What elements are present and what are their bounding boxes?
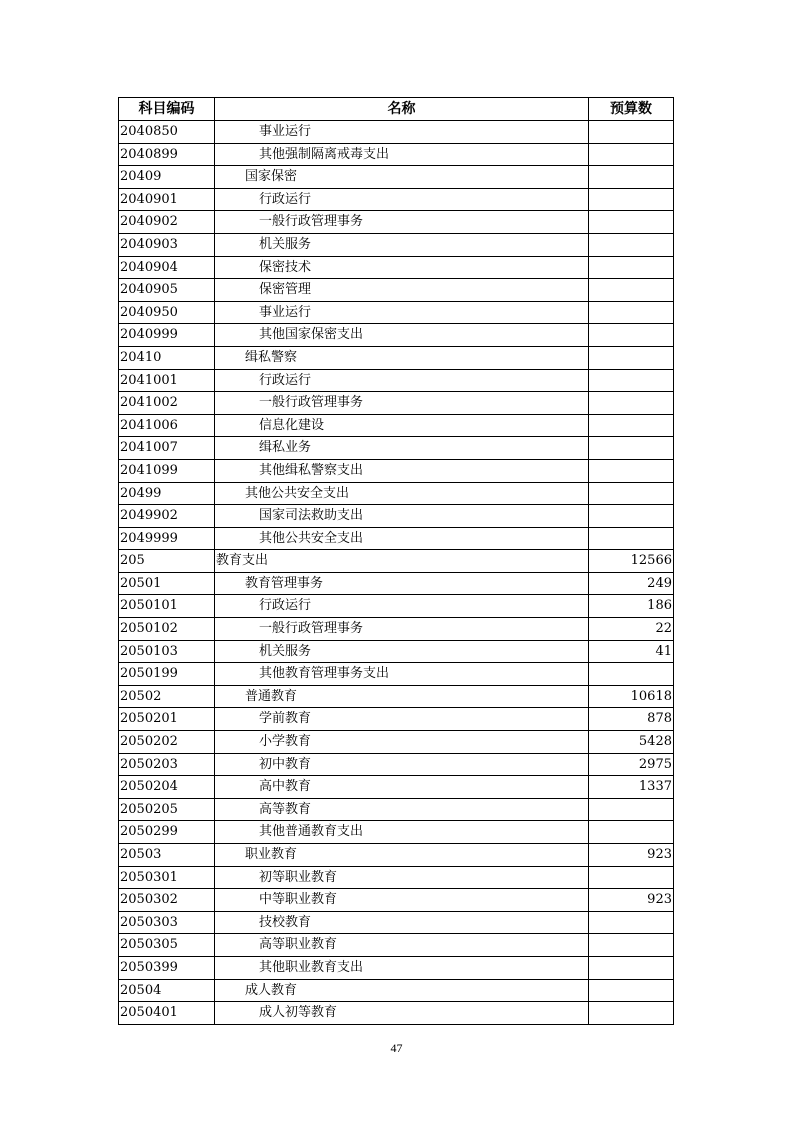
budget-amount-cell: [589, 956, 674, 979]
subject-code-cell: 2040903: [119, 233, 215, 256]
budget-amount-cell: [589, 979, 674, 1002]
subject-code-cell: 2050399: [119, 956, 215, 979]
table-row: [119, 618, 674, 641]
table-row: [119, 188, 674, 211]
subject-name-cell: 保密管理: [215, 279, 589, 302]
subject-name-cell: 其他国家保密支出: [215, 324, 589, 347]
table-row: [119, 911, 674, 934]
budget-amount-cell: [589, 505, 674, 528]
subject-code-cell: 2040904: [119, 256, 215, 279]
subject-name-cell: 事业运行: [215, 121, 589, 144]
subject-code-cell: 2050203: [119, 753, 215, 776]
subject-name-cell: 初等职业教育: [215, 866, 589, 889]
subject-name-cell: 成人初等教育: [215, 1002, 589, 1025]
table-row: [119, 753, 674, 776]
budget-amount-cell: [589, 166, 674, 189]
table-row: [119, 369, 674, 392]
subject-code-cell: 2041006: [119, 414, 215, 437]
budget-amount-cell: 1337: [589, 776, 674, 799]
table-body: [119, 121, 674, 1025]
subject-name-cell: 高中教育: [215, 776, 589, 799]
table-row: [119, 663, 674, 686]
budget-amount-cell: [589, 301, 674, 324]
subject-code-cell: 2050204: [119, 776, 215, 799]
table-row: [119, 166, 674, 189]
budget-amount-cell: [589, 143, 674, 166]
budget-amount-cell: [589, 369, 674, 392]
table-row: [119, 572, 674, 595]
subject-code-cell: 2040905: [119, 279, 215, 302]
budget-amount-cell: [589, 934, 674, 957]
subject-code-cell: 2050205: [119, 798, 215, 821]
budget-amount-cell: [589, 911, 674, 934]
table-row: [119, 956, 674, 979]
table-row: [119, 256, 674, 279]
subject-name-cell: 机关服务: [215, 233, 589, 256]
subject-name-cell: 其他普通教育支出: [215, 821, 589, 844]
subject-code-cell: 2040850: [119, 121, 215, 144]
budget-amount-cell: 41: [589, 640, 674, 663]
subject-code-cell: 2041007: [119, 437, 215, 460]
budget-amount-cell: [589, 279, 674, 302]
subject-name-cell: 其他职业教育支出: [215, 956, 589, 979]
budget-amount-cell: 186: [589, 595, 674, 618]
subject-name-cell: 教育管理事务: [215, 572, 589, 595]
subject-name-cell: 中等职业教育: [215, 889, 589, 912]
table-row: [119, 776, 674, 799]
subject-code-cell: 2041001: [119, 369, 215, 392]
subject-name-cell: 学前教育: [215, 708, 589, 731]
budget-amount-cell: [589, 121, 674, 144]
budget-amount-cell: [589, 414, 674, 437]
subject-code-cell: 20501: [119, 572, 215, 595]
table-row: [119, 685, 674, 708]
budget-amount-cell: 12566: [589, 550, 674, 573]
table-row: [119, 346, 674, 369]
table-header-row: [119, 98, 674, 121]
budget-amount-cell: 22: [589, 618, 674, 641]
subject-name-cell: 成人教育: [215, 979, 589, 1002]
table-row: [119, 731, 674, 754]
subject-name-cell: 信息化建设: [215, 414, 589, 437]
subject-code-cell: 2050102: [119, 618, 215, 641]
budget-amount-cell: 2975: [589, 753, 674, 776]
table-row: [119, 708, 674, 731]
subject-name-cell: 国家司法救助支出: [215, 505, 589, 528]
subject-name-cell: 其他缉私警察支出: [215, 459, 589, 482]
budget-amount-cell: [589, 346, 674, 369]
subject-name-cell: 小学教育: [215, 731, 589, 754]
subject-name-cell: 一般行政管理事务: [215, 618, 589, 641]
subject-code-cell: 2040999: [119, 324, 215, 347]
table-row: [119, 1002, 674, 1025]
table-row: [119, 934, 674, 957]
subject-code-cell: 2040901: [119, 188, 215, 211]
budget-amount-cell: [589, 866, 674, 889]
table-row: [119, 143, 674, 166]
subject-code-cell: 2050101: [119, 595, 215, 618]
table-row: [119, 121, 674, 144]
subject-name-cell: 高等职业教育: [215, 934, 589, 957]
subject-code-cell: 205: [119, 550, 215, 573]
header-name: 名称: [215, 98, 589, 121]
subject-name-cell: 缉私业务: [215, 437, 589, 460]
table-row: [119, 414, 674, 437]
table-row: [119, 233, 674, 256]
budget-amount-cell: [589, 392, 674, 415]
table-row: [119, 505, 674, 528]
subject-name-cell: 国家保密: [215, 166, 589, 189]
budget-amount-cell: 923: [589, 889, 674, 912]
subject-name-cell: 缉私警察: [215, 346, 589, 369]
budget-amount-cell: [589, 324, 674, 347]
subject-code-cell: 20503: [119, 844, 215, 867]
page-number: 47: [390, 1041, 403, 1055]
table-row: [119, 866, 674, 889]
table-row: [119, 979, 674, 1002]
table-row: [119, 279, 674, 302]
subject-code-cell: 2050301: [119, 866, 215, 889]
subject-name-cell: 初中教育: [215, 753, 589, 776]
subject-name-cell: 保密技术: [215, 256, 589, 279]
subject-name-cell: 行政运行: [215, 595, 589, 618]
subject-code-cell: 2050199: [119, 663, 215, 686]
subject-name-cell: 其他教育管理事务支出: [215, 663, 589, 686]
budget-amount-cell: 249: [589, 572, 674, 595]
budget-amount-cell: [589, 482, 674, 505]
subject-name-cell: 其他强制隔离戒毒支出: [215, 143, 589, 166]
subject-code-cell: 2050202: [119, 731, 215, 754]
subject-name-cell: 一般行政管理事务: [215, 392, 589, 415]
subject-name-cell: 行政运行: [215, 369, 589, 392]
table-row: [119, 527, 674, 550]
subject-code-cell: 2050303: [119, 911, 215, 934]
table-row: [119, 482, 674, 505]
table-row: [119, 301, 674, 324]
table-row: [119, 324, 674, 347]
budget-table: [118, 97, 674, 1025]
subject-name-cell: 技校教育: [215, 911, 589, 934]
budget-amount-cell: [589, 663, 674, 686]
subject-code-cell: 2040899: [119, 143, 215, 166]
subject-code-cell: 20409: [119, 166, 215, 189]
budget-amount-cell: [589, 459, 674, 482]
subject-code-cell: 2050302: [119, 889, 215, 912]
subject-name-cell: 事业运行: [215, 301, 589, 324]
budget-amount-cell: [589, 527, 674, 550]
subject-code-cell: 2050401: [119, 1002, 215, 1025]
budget-amount-cell: [589, 211, 674, 234]
table-row: [119, 844, 674, 867]
subject-name-cell: 高等教育: [215, 798, 589, 821]
subject-code-cell: 2049902: [119, 505, 215, 528]
budget-amount-cell: [589, 1002, 674, 1025]
subject-name-cell: 行政运行: [215, 188, 589, 211]
subject-code-cell: 2041002: [119, 392, 215, 415]
budget-amount-cell: 923: [589, 844, 674, 867]
header-amount: 预算数: [589, 98, 674, 121]
table-row: [119, 211, 674, 234]
table-row: [119, 889, 674, 912]
budget-amount-cell: [589, 798, 674, 821]
subject-code-cell: 2050305: [119, 934, 215, 957]
budget-amount-cell: [589, 821, 674, 844]
subject-code-cell: 2040902: [119, 211, 215, 234]
header-code: 科目编码: [119, 98, 215, 121]
table-row: [119, 821, 674, 844]
subject-name-cell: 职业教育: [215, 844, 589, 867]
subject-code-cell: 2040950: [119, 301, 215, 324]
subject-name-cell: 普通教育: [215, 685, 589, 708]
table-row: [119, 798, 674, 821]
budget-amount-cell: 5428: [589, 731, 674, 754]
budget-amount-cell: [589, 233, 674, 256]
subject-code-cell: 20410: [119, 346, 215, 369]
subject-name-cell: 机关服务: [215, 640, 589, 663]
subject-code-cell: 2050201: [119, 708, 215, 731]
budget-amount-cell: [589, 437, 674, 460]
subject-code-cell: 20504: [119, 979, 215, 1002]
budget-amount-cell: [589, 256, 674, 279]
table-row: [119, 459, 674, 482]
subject-name-cell: 其他公共安全支出: [215, 527, 589, 550]
budget-amount-cell: 878: [589, 708, 674, 731]
budget-amount-cell: [589, 188, 674, 211]
subject-code-cell: 2050299: [119, 821, 215, 844]
subject-name-cell: 其他公共安全支出: [215, 482, 589, 505]
table-row: [119, 392, 674, 415]
subject-code-cell: 2049999: [119, 527, 215, 550]
subject-name-cell: 教育支出: [215, 550, 589, 573]
table-row: [119, 595, 674, 618]
table-row: [119, 437, 674, 460]
subject-code-cell: 2041099: [119, 459, 215, 482]
subject-code-cell: 20499: [119, 482, 215, 505]
subject-name-cell: 一般行政管理事务: [215, 211, 589, 234]
table-row: [119, 550, 674, 573]
subject-code-cell: 2050103: [119, 640, 215, 663]
table-row: [119, 640, 674, 663]
subject-code-cell: 20502: [119, 685, 215, 708]
budget-amount-cell: 10618: [589, 685, 674, 708]
